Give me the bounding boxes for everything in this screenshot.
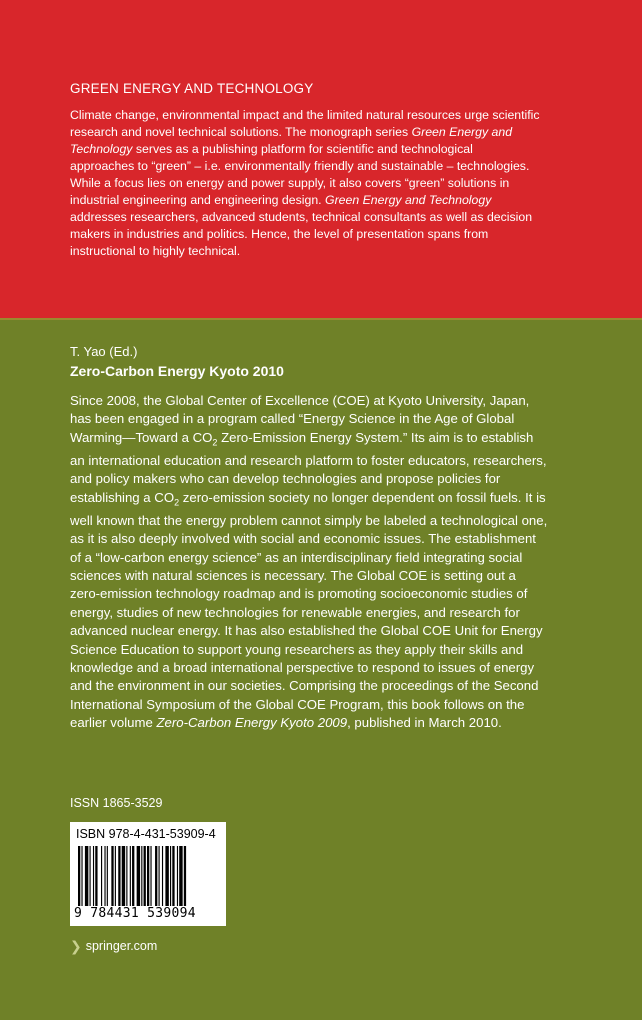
barcode-bar <box>78 846 80 906</box>
barcode-bar <box>172 846 174 906</box>
series-text-run: Green Energy and Technology <box>70 125 513 156</box>
barcode-bar <box>95 846 97 906</box>
barcode-bar <box>137 846 140 906</box>
barcode-bar <box>150 846 151 906</box>
barcode-bar <box>162 846 163 906</box>
barcode-icon <box>78 846 218 906</box>
barcode-bar <box>118 846 120 906</box>
barcode-bar <box>107 846 108 906</box>
series-text-run: Green Energy and Technology <box>325 193 492 207</box>
barcode-bar <box>170 846 171 906</box>
book-text-run: , published in March 2010. <box>347 715 502 731</box>
barcode-bar <box>81 846 82 906</box>
barcode-bar <box>111 846 113 906</box>
series-text-run: serves as a publishing platform for scientific and technological approaches to “green” – i.e. environmentally friendly and sustainable – technologies. While a focus lies on energy and power supply, it also covers “green” solutions in industrial engineering and engineering design. <box>70 142 530 207</box>
barcode-bar <box>179 846 182 906</box>
barcode-bar <box>122 846 125 906</box>
barcode-bar <box>132 846 134 906</box>
book-title: Zero-Carbon Energy Kyoto 2010 <box>70 363 284 379</box>
series-text-run: Climate change, environmental impact and the limited natural resources urge scientific research and novel technical solutions. The monograph series <box>70 108 540 139</box>
book-description <box>70 392 548 733</box>
book-text-run: 2 <box>174 497 180 508</box>
barcode-bar <box>130 846 131 906</box>
barcode-bar <box>85 846 88 906</box>
isbn-barcode-box <box>70 822 226 926</box>
book-text-run: Zero-Carbon Energy Kyoto 2009 <box>156 715 348 731</box>
series-description <box>70 107 540 260</box>
barcode-bar <box>165 846 168 906</box>
barcode-bar <box>90 846 91 906</box>
barcode-bar <box>177 846 178 906</box>
barcode-bar <box>184 846 186 906</box>
chevron-right-icon: ❯ <box>70 938 82 954</box>
book-text-run: zero-emission society no longer dependent on fossil fuels. It is well known that the energy problem cannot simply be labeled a technological one, as it is also deeply involved with social and economic issues. The establishment of a “low-carbon energy science” as an interdisciplinary field integrating social sciences with natural sciences is necessary. The Global COE is setting out a zero-emission technology roadmap and is promoting socioeconomic studies of energy, studies of new technologies for renewable energies, and research for advanced nuclear energy. It has also established the Global COE Unit for Energy Science Education to support young researchers as they apply their skills and knowledge and a broad international perspective to respond to issues of energy and the environment in our societies. Comprising the proceedings of the Second International Symposium of the Global COE Program, this book follows on the earlier volume <box>70 489 548 731</box>
series-title: GREEN ENERGY AND TECHNOLOGY <box>70 81 314 96</box>
website-link[interactable]: springer.com <box>85 939 158 953</box>
barcode-bar <box>101 846 102 906</box>
barcode-bar <box>155 846 157 906</box>
barcode-digits: 9 784431 539094 <box>74 906 196 921</box>
publisher-website[interactable] <box>70 938 157 954</box>
barcode-bar <box>159 846 160 906</box>
barcode-bar <box>144 846 146 906</box>
barcode-bar <box>141 846 142 906</box>
book-text-run: Since 2008, the Global Center of Excellence (COE) at Kyoto University, Japan, has been engaged in a program called “Energy Science in the Age of Global Warming—Toward a CO <box>70 393 530 445</box>
barcode-bar <box>104 846 105 906</box>
series-text-run: addresses researchers, advanced students, technical consultants as well as decision makers in industries and politics. Hence, the level of presentation spans from instructional to highly technical. <box>70 210 533 258</box>
barcode-bar <box>93 846 94 906</box>
book-text-run: 2 <box>212 437 218 448</box>
barcode-bar <box>147 846 149 906</box>
isbn-label: ISBN 978-4-431-53909-4 <box>76 827 216 841</box>
book-editor: T. Yao (Ed.) <box>70 344 138 359</box>
issn-number: ISSN 1865-3529 <box>70 796 163 810</box>
barcode-bar <box>126 846 127 906</box>
book-text-run: Zero-Emission Energy System.” Its aim is to establish an international education and research platform to foster educators, researchers, and policy makers who can develop technologies and propose policies for establishing a CO <box>70 429 547 505</box>
barcode-bar <box>115 846 116 906</box>
